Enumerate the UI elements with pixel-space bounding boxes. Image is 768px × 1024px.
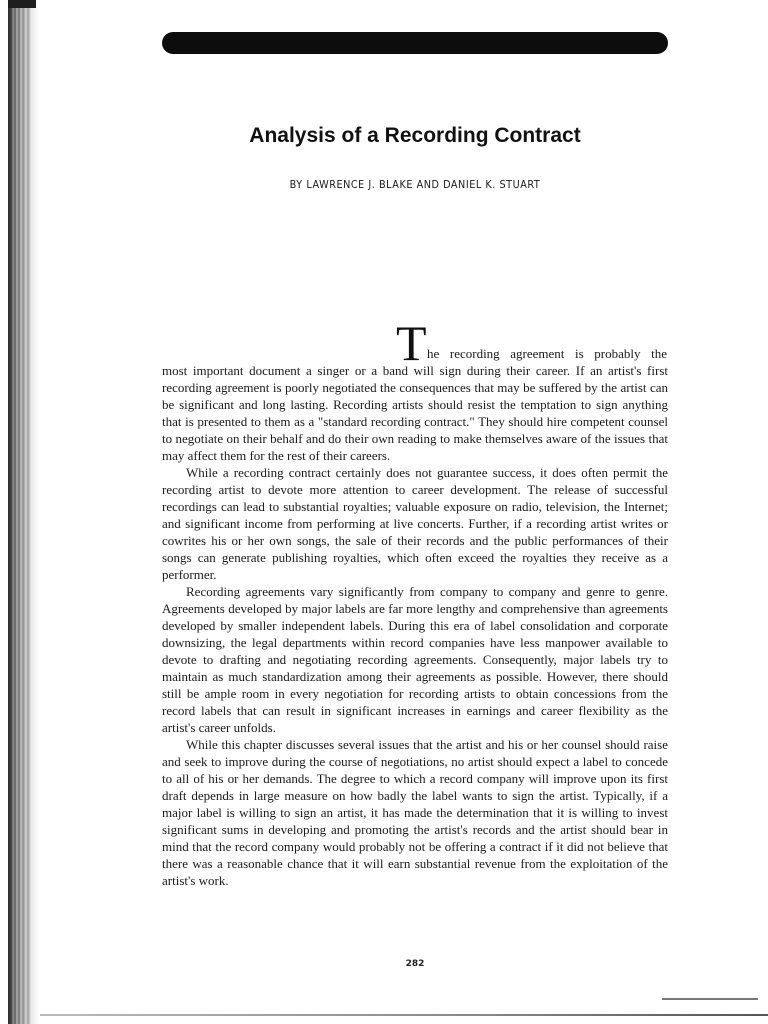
paragraph: While a recording contract certainly does not guarantee success, it does often permit the recording artist to devote more attention to career development. The release of successful recordings can lead to substantial royalties; valuable exposure on radio, television, the Internet; and significant income from performing at live concerts. Further, if a recording artist writes or cowrites his or her own songs, the sale of their records and the public performances of their songs can generate publishing royalties, which often exceed the royalties they receive as a performer. bbox=[162, 465, 668, 582]
scan-gutter bbox=[0, 0, 40, 1024]
first-line: he recording agreement is probably the bbox=[427, 346, 667, 361]
body-text bbox=[162, 362, 668, 889]
header-bar bbox=[162, 32, 668, 54]
scan-bottom-mark bbox=[662, 998, 758, 1000]
byline: BY LAWRENCE J. BLAKE AND DANIEL K. STUART bbox=[289, 178, 541, 191]
page-title: Analysis of a Recording Contract bbox=[249, 124, 581, 147]
scan-gutter-corner bbox=[8, 0, 36, 8]
page-number: 282 bbox=[405, 959, 425, 969]
scan-bottom-edge bbox=[40, 1014, 768, 1016]
paragraph: While this chapter discusses several issues that the artist and his or her counsel should raise and seek to improve during the course of negotiations, no artist should expect a label to concede to all of his or her demands. The degree to which a record company will improve upon its first draft depends in large measure on how badly the label wants to sign the artist. Typically, if a major label is willing to sign an artist, it has made the determination that it is willing to invest significant sums in developing and promoting the artist's records and the artist should bear in mind that the record company would probably not be offering a contract if it did not believe that there was a reasonable chance that it will earn substantial revenue from the exploitation of the artist's work. bbox=[162, 737, 668, 888]
paragraph: Recording agreements vary significantly from company to company and genre to genre. Agreements developed by major labels are far more lengthy and comprehensive than agreements developed by smaller independent labels. During this era of label consolidation and corporate downsizing, the legal departments within record companies have less manpower available to devote to drafting and negotiating recording agreements. Consequently, major labels try to maintain as much standardization among their agreements as possible. However, there should still be ample room in every negotiation for recording artists to obtain concessions from the record labels that can result in significant increases in earnings and career flexibility as the artist's career unfolds. bbox=[162, 584, 668, 735]
drop-cap: T bbox=[396, 315, 427, 371]
paragraph: most important document a singer or a band will sign during their career. If an artist's first recording agreement is poorly negotiated the consequences that may be suffered by the artist can be significant and long lasting. Recording artists should resist the temptation to sign anything that is presented to them as a "standard recording contract." They should hire competent counsel to negotiate on their behalf and do their own reading to make themselves aware of the issues that may affect them for the rest of their careers. bbox=[162, 363, 668, 463]
